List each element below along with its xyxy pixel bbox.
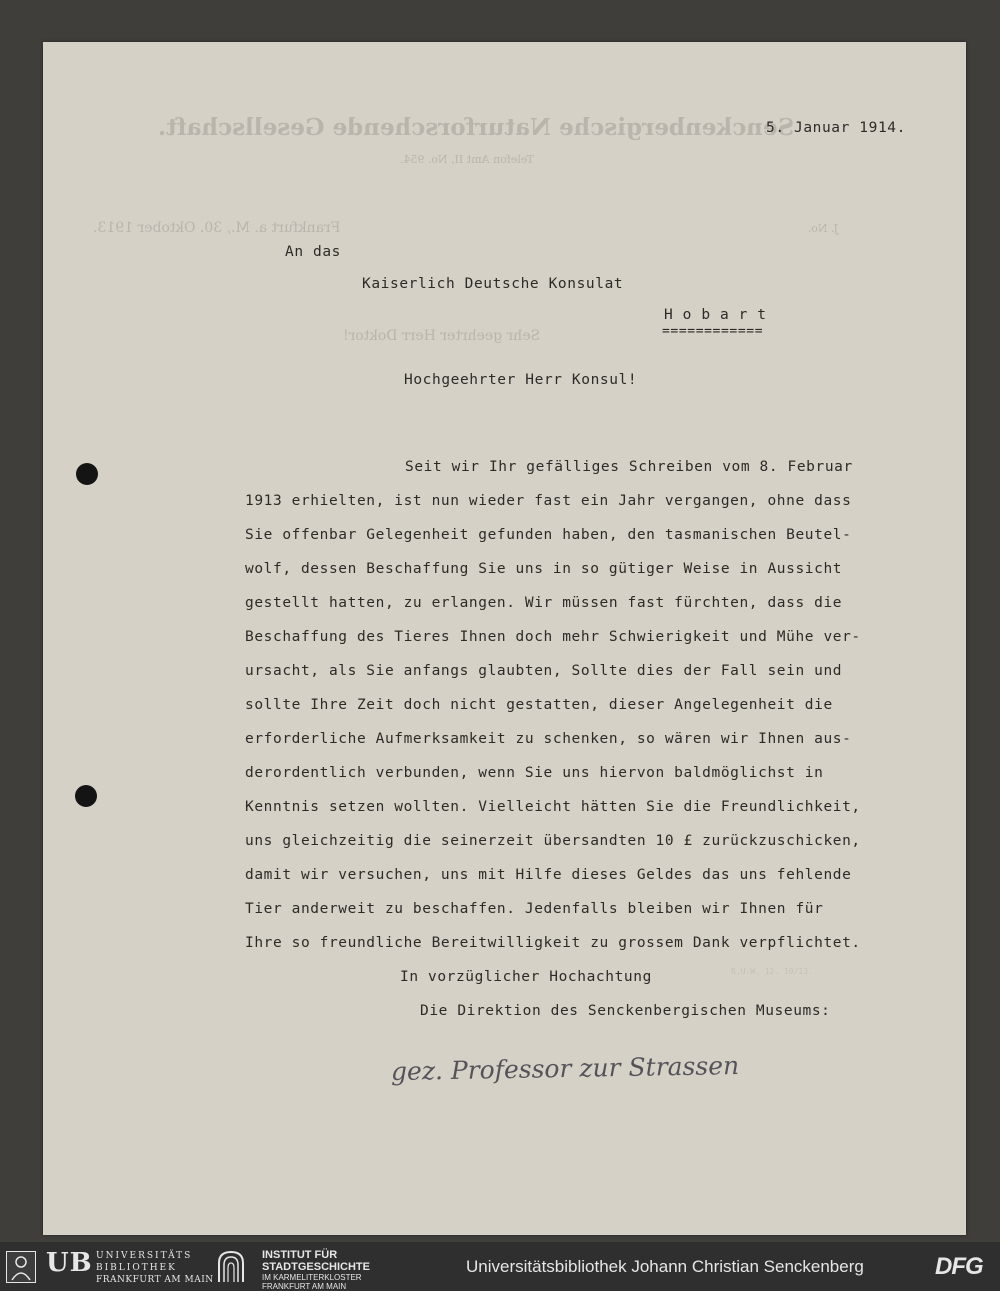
uni-line: UNIVERSITÄTS [96, 1251, 193, 1261]
punch-hole-bottom [75, 785, 97, 807]
body-line: Ihre so freundliche Bereitwilligkeit zu grossem Dank verpflichtet. [245, 935, 861, 951]
handwritten-signature: gez. Professor zur Strassen [390, 1050, 740, 1087]
institute-location [262, 1273, 362, 1291]
footer-bar [0, 1242, 1000, 1291]
body-line: 1913 erhielten, ist nun wieder fast ein Jahr vergangen, ohne dass [245, 493, 852, 509]
institute-name [262, 1249, 370, 1273]
uni-line: BIBLIOTHEK [96, 1263, 177, 1273]
body-line: ursacht, als Sie anfangs glaubten, Sollte dies der Fall sein und [245, 663, 843, 679]
ghost-salutation: Sehr geehrter Herr Doktor! [343, 328, 541, 344]
recipient-line-1: An das [285, 244, 341, 260]
body-line: damit wir versuchen, uns mit Hilfe dieses Geldes das uns fehlende [245, 867, 852, 883]
letterhead-telephone: Telefon Amt II, No. 954. [400, 153, 534, 166]
body-line: sollte Ihre Zeit doch nicht gestatten, dieser Angelegenheit die [245, 697, 833, 713]
punch-hole-top [76, 463, 98, 485]
letter-page [43, 42, 966, 1235]
closing: In vorzüglicher Hochachtung [400, 969, 652, 985]
body-line: wolf, dessen Beschaffung Sie uns in so gütiger Weise in Aussicht [245, 561, 843, 577]
body-line: uns gleichzeitig die seinerzeit übersandten 10 £ zurückzuschicken, [245, 833, 861, 849]
body-line: Kenntnis setzen wollten. Vielleicht hätten Sie die Freundlichkeit, [245, 799, 861, 815]
body-line: Seit wir Ihr gefälliges Schreiben vom 8. Februar [405, 459, 853, 475]
ub-portrait-icon [6, 1251, 36, 1283]
inst-line: INSTITUT FÜR [262, 1249, 338, 1261]
body-line: Beschaffung des Tieres Ihnen doch mehr Schwierigkeit und Mühe ver- [245, 629, 861, 645]
university-library-name [96, 1250, 214, 1286]
letterhead-city-date: Frankfurt a. M., 30. Oktober 1913. [93, 220, 341, 236]
ub-logo: UB [46, 1248, 93, 1278]
archway-icon [216, 1249, 246, 1283]
inst-line: STADTGESCHICHTE [262, 1261, 370, 1273]
body-line: Sie offenbar Gelegenheit gefunden haben, den tasmanischen Beutel- [245, 527, 852, 543]
inst-line: FRANKFURT AM MAIN [262, 1282, 347, 1291]
recipient-city-underline: ============ [662, 324, 764, 339]
body-line: derordentlich verbunden, wenn Sie uns hiervon baldmöglichst in [245, 765, 824, 781]
archive-stamp: R.U.W. 12. 10/13. [731, 967, 813, 976]
recipient-city: H o b a r t [664, 307, 767, 323]
signatory: Die Direktion des Senckenbergischen Museums: [420, 1003, 831, 1019]
body-line: erforderliche Aufmerksamkeit zu schenken, so wären wir Ihnen aus- [245, 731, 852, 747]
letterhead-number: J. No. [808, 222, 839, 235]
salutation: Hochgeehrter Herr Konsul! [404, 372, 638, 388]
letterhead-society: Senckenbergische Naturforschende Gesellschaft. [158, 114, 795, 141]
letter-date: 5. Januar 1914. [766, 120, 906, 136]
library-credit: Universitätsbibliothek Johann Christian Senckenberg [466, 1257, 864, 1276]
dfg-logo: DFG [935, 1253, 983, 1280]
recipient-line-2: Kaiserlich Deutsche Konsulat [362, 276, 624, 292]
uni-line: FRANKFURT AM MAIN [96, 1275, 214, 1285]
body-line: gestellt hatten, zu erlangen. Wir müssen fast fürchten, dass die [245, 595, 843, 611]
body-line: Tier anderweit zu beschaffen. Jedenfalls bleiben wir Ihnen für [245, 901, 824, 917]
inst-line: IM KARMELITERKLOSTER [262, 1273, 362, 1282]
